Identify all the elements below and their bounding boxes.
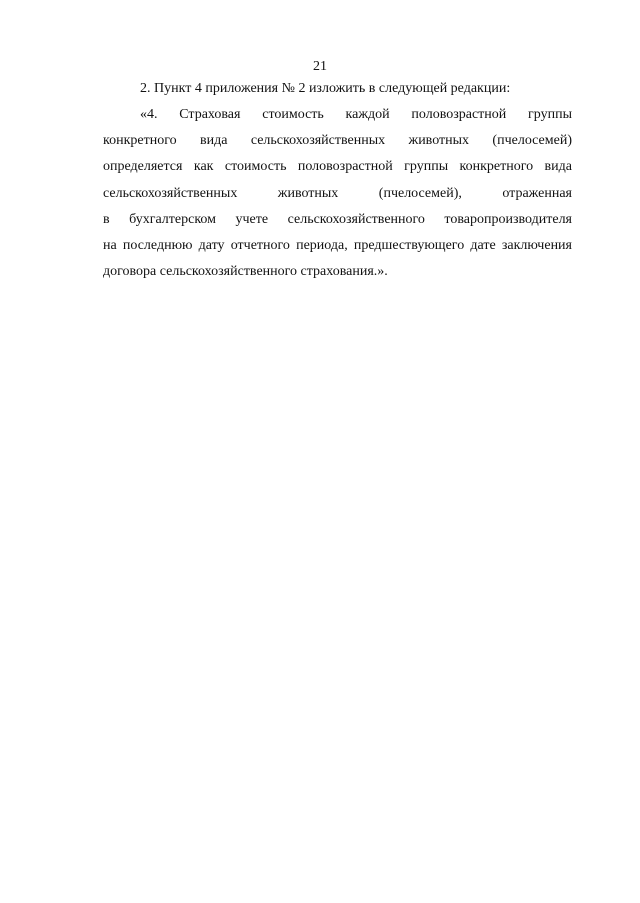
paragraph-line: конкретного вида сельскохозяйственных животных (пчелосемей) <box>103 133 572 149</box>
paragraph-line: в бухгалтерском учете сельскохозяйственного товаропроизводителя <box>103 211 572 227</box>
paragraph-line: определяется как стоимость половозрастной группы конкретного вида <box>103 159 572 175</box>
paragraph-line: сельскохозяйственных животных (пчелосемей), отраженная <box>103 185 572 201</box>
paragraph-amendment-intro <box>103 76 572 102</box>
paragraph-line: на последнюю дату отчетного периода, предшествующего дате заключения <box>103 237 572 253</box>
page-number: 21 <box>313 59 327 74</box>
paragraph-quoted-text <box>103 102 572 285</box>
paragraph-line: договора сельскохозяйственного страхования.». <box>103 264 388 280</box>
paragraph-line: 2. Пункт 4 приложения № 2 изложить в следующей редакции: <box>140 81 511 96</box>
paragraph-line: «4. Страховая стоимость каждой половозрастной группы <box>140 107 572 122</box>
